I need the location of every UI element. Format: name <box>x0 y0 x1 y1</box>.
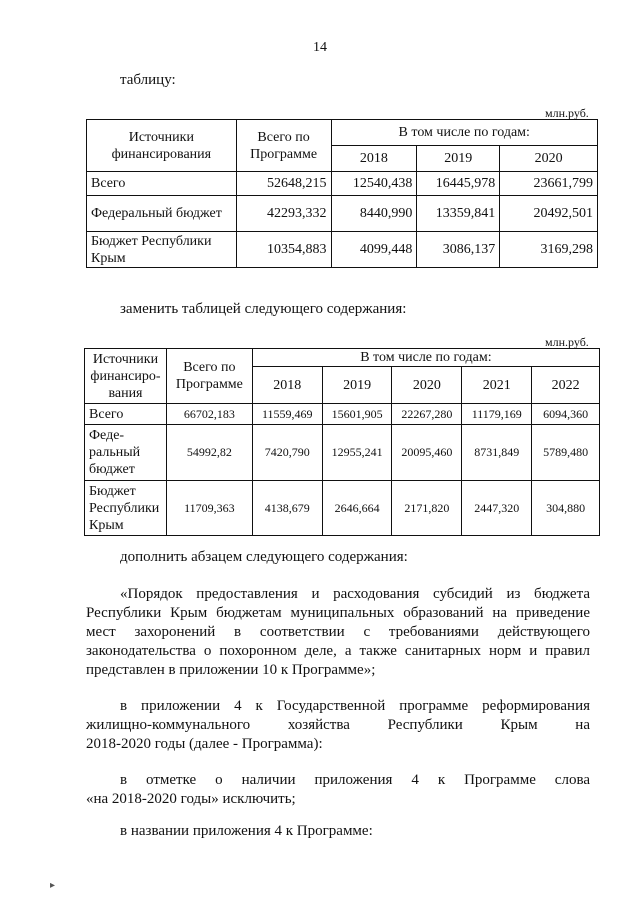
para-line: 2018-2020 годы (далее - Программа): <box>86 736 323 752</box>
cell-value: 12955,241 <box>322 425 392 481</box>
t1-header-years-group: В том числе по годам: <box>331 120 598 146</box>
para-title: в названии приложения 4 к Программе: <box>120 823 373 839</box>
cell-value: 6094,360 <box>532 404 600 425</box>
cell-total: 54992,82 <box>166 425 252 481</box>
t2-header-year: 2022 <box>532 367 600 404</box>
cell-value: 22267,280 <box>392 404 462 425</box>
t2-header-total: Всего по Программе <box>166 349 252 404</box>
t1-header-total: Всего по Программе <box>236 120 331 172</box>
t1-header-year: 2019 <box>417 146 500 172</box>
cell-value: 12540,438 <box>331 172 417 196</box>
para-line: в отметке о наличии приложения 4 к Программе слова <box>120 772 590 788</box>
scan-mark-icon: ▸ <box>50 880 56 891</box>
quote-line: «Порядок предоставления и расходования субсидий из бюджета <box>120 586 590 602</box>
t2-header-year: 2018 <box>252 367 322 404</box>
table-row <box>85 481 600 536</box>
cell-value: 11179,169 <box>462 404 532 425</box>
cell-value: 4099,448 <box>331 232 417 268</box>
cell-value: 8440,990 <box>331 196 417 232</box>
cell-value: 5789,480 <box>532 425 600 481</box>
table-1 <box>86 119 598 268</box>
cell-value: 23661,799 <box>500 172 598 196</box>
cell-value: 13359,841 <box>417 196 500 232</box>
cell-value: 8731,849 <box>462 425 532 481</box>
table2-unit: млн.руб. <box>545 335 589 349</box>
table-row <box>87 196 598 232</box>
quote-line: законодательства о похоронном деле, а также санитарных норм и правил <box>86 643 590 659</box>
cell-total: 10354,883 <box>236 232 331 268</box>
t2-header-year: 2021 <box>462 367 532 404</box>
cell-value: 2171,820 <box>392 481 462 536</box>
cell-value: 16445,978 <box>417 172 500 196</box>
cell-value: 3086,137 <box>417 232 500 268</box>
cell-total: 66702,183 <box>166 404 252 425</box>
t2-header-year: 2019 <box>322 367 392 404</box>
t1-header-year: 2018 <box>331 146 417 172</box>
cell-value: 7420,790 <box>252 425 322 481</box>
row-label: Федеральный бюджет <box>87 196 237 232</box>
quote-line: представлен в приложении 10 к Программе»; <box>86 662 376 678</box>
cell-value: 4138,679 <box>252 481 322 536</box>
intro-text-2: заменить таблицей следующего содержания: <box>120 301 407 317</box>
cell-value: 2646,664 <box>322 481 392 536</box>
row-label: Бюджет Республики Крым <box>85 481 167 536</box>
cell-total: 11709,363 <box>166 481 252 536</box>
table-row <box>87 172 598 196</box>
cell-value: 304,880 <box>532 481 600 536</box>
t1-header-source: Источники финансирования <box>87 120 237 172</box>
row-label: Бюджет Республики Крым <box>87 232 237 268</box>
table1-unit: млн.руб. <box>545 106 589 120</box>
table-row <box>85 425 600 481</box>
cell-value: 2447,320 <box>462 481 532 536</box>
para-add: дополнить абзацем следующего содержания: <box>120 549 408 565</box>
cell-value: 11559,469 <box>252 404 322 425</box>
table-2 <box>84 348 600 536</box>
para-line: жилищно-коммунального хозяйства Республики Крым на <box>86 717 590 733</box>
row-label: Феде-ральный бюджет <box>85 425 167 481</box>
page-number: 14 <box>313 40 327 55</box>
t2-header-year: 2020 <box>392 367 462 404</box>
t2-header-years-group: В том числе по годам: <box>252 349 599 367</box>
cell-total: 42293,332 <box>236 196 331 232</box>
row-label: Всего <box>85 404 167 425</box>
row-label: Всего <box>87 172 237 196</box>
quote-line: мест захоронений в соответствии с требованиями действующего <box>86 624 590 640</box>
cell-value: 20095,460 <box>392 425 462 481</box>
table-row <box>85 404 600 425</box>
cell-value: 15601,905 <box>322 404 392 425</box>
table-row <box>87 232 598 268</box>
cell-value: 20492,501 <box>500 196 598 232</box>
para-line: «на 2018-2020 годы» исключить; <box>86 791 296 807</box>
quote-line: Республики Крым бюджетам муниципальных образований на приведение <box>86 605 590 621</box>
t2-header-source: Источники финансиро-вания <box>85 349 167 404</box>
cell-value: 3169,298 <box>500 232 598 268</box>
t1-header-year: 2020 <box>500 146 598 172</box>
para-line: в приложении 4 к Государственной программе реформирования <box>120 698 590 714</box>
cell-total: 52648,215 <box>236 172 331 196</box>
intro-text-1: таблицу: <box>120 72 176 88</box>
